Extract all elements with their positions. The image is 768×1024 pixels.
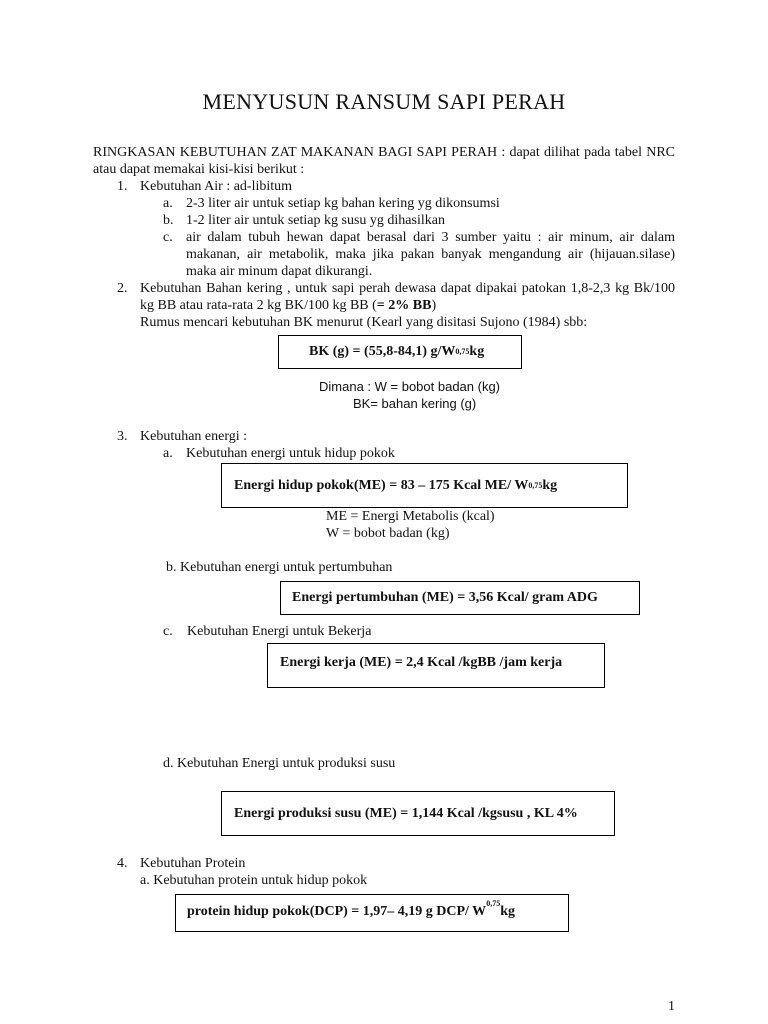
dimana-line-1: Dimana : W = bobot badan (kg)	[319, 379, 501, 394]
item-1c-marker: c.	[163, 230, 173, 245]
item-1a-text: 2-3 liter air untuk setiap kg bahan kering yg dikonsumsi	[186, 196, 500, 211]
formula-box-protein: protein hidup pokok(DCP) = 1,97– 4,19 g DCP/ W 0,75 kg	[175, 894, 569, 932]
formula-box-pertumbuhan: Energi pertumbuhan (ME) = 3,56 Kcal/ gram ADG	[280, 581, 640, 615]
item-3-label: Kebutuhan energi :	[140, 429, 248, 444]
me-definition: ME = Energi Metabolis (kcal)	[326, 509, 495, 524]
item-4-label: Kebutuhan Protein	[140, 856, 246, 871]
item-4-number: 4.	[117, 856, 128, 871]
item-2-number: 2.	[117, 281, 128, 296]
item-1b-text: 1-2 liter air untuk setiap kg susu yg dihasilkan	[186, 213, 445, 228]
dimana-line-2: BK= bahan kering (g)	[353, 396, 477, 411]
item-3-number: 3.	[117, 429, 128, 444]
formula-box-kerja: Energi kerja (ME) = 2,4 Kcal /kgBB /jam kerja	[267, 643, 605, 688]
formula-box-bk: BK (g) = (55,8-84,1) g/W 0,75 kg	[278, 335, 522, 369]
w-definition: W = bobot badan (kg)	[326, 526, 450, 541]
item-3c-text: Kebutuhan Energi untuk Bekerja	[187, 624, 372, 639]
formula-box-produksi-susu: Energi produksi susu (ME) = 1,144 Kcal /kgsusu , KL 4%	[221, 791, 615, 836]
item-3b-text: b. Kebutuhan energi untuk pertumbuhan	[166, 560, 393, 575]
item-3d-text: d. Kebutuhan Energi untuk produksi susu	[163, 756, 396, 771]
item-2-text: Kebutuhan Bahan kering , untuk sapi perah dewasa dapat dipakai patokan 1,8-2,3 kg Bk/100 kg BB atau rata-rata 2 kg BK/100 kg BB (= 2% BB)	[140, 281, 675, 313]
page-title: MENYUSUN RANSUM SAPI PERAH	[202, 89, 566, 114]
formula-box-hidup-pokok: Energi hidup pokok(ME) = 83 – 175 Kcal ME/ W 0,75 kg	[221, 463, 628, 508]
item-4a-text: a. Kebutuhan protein untuk hidup pokok	[140, 873, 368, 888]
item-2-rumus: Rumus mencari kebutuhan BK menurut (Kearl yang disitasi Sujono (1984) sbb:	[140, 315, 588, 330]
item-3a-text: Kebutuhan energi untuk hidup pokok	[186, 446, 395, 461]
page-number: 1	[668, 999, 675, 1014]
item-1b-marker: b.	[163, 213, 174, 228]
item-1a-marker: a.	[163, 196, 173, 211]
item-1c-text: air dalam tubuh hewan dapat berasal dari 3 sumber yaitu : air minum, air dalam makanan, air metabolik, maka jika pakan banyak mengandung air (hijauan.silase) maka air minum dapat dikurangi.	[186, 230, 675, 279]
bk-percent-bold: = 2% BB	[376, 298, 432, 313]
item-3a-marker: a.	[163, 446, 173, 461]
item-1-number: 1.	[117, 179, 128, 194]
intro-paragraph: RINGKASAN KEBUTUHAN ZAT MAKANAN BAGI SAPI PERAH : dapat dilihat pada tabel NRC atau dapat memakai kisi-kisi berikut :	[93, 145, 675, 177]
item-3c-marker: c.	[163, 624, 173, 639]
item-1-label: Kebutuhan Air : ad-libitum	[140, 179, 293, 194]
